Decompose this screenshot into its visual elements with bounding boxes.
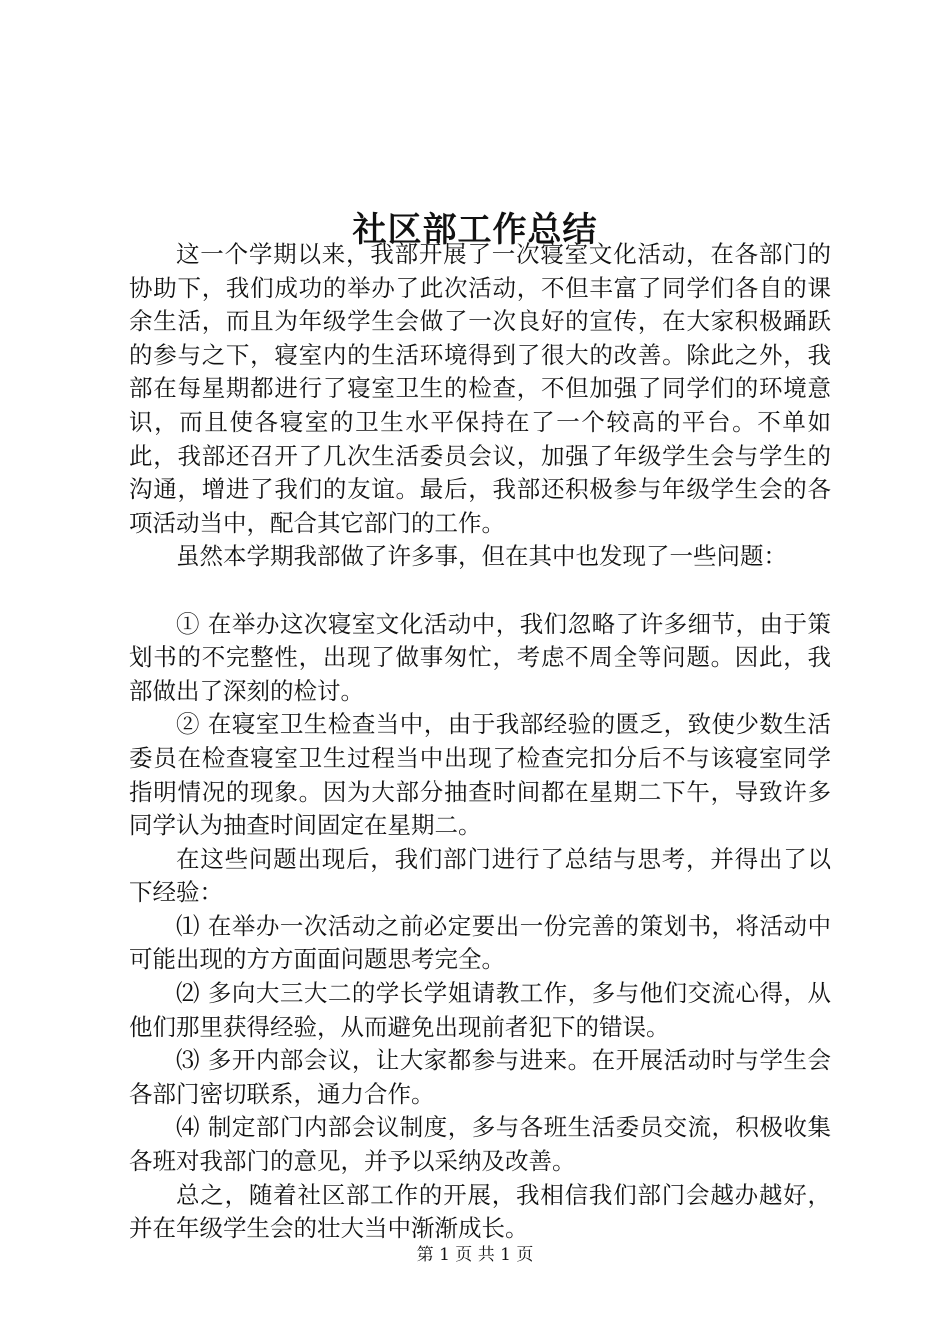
paragraph-conclusion: 总之，随着社区部工作的开展，我相信我们部门会越办越好，并在年级学生会的壮大当中渐渐成长。	[129, 1180, 831, 1243]
paragraph-lesson-1: ⑴ 在举办一次活动之前必定要出一份完善的策划书，将活动中可能出现的方方面面问题思考完全。	[129, 911, 831, 974]
document-title: 社区部工作总结	[352, 209, 598, 250]
paragraph-lesson-4: ⑷ 制定部门内部会议制度，多与各班生活委员交流，积极收集各班对我部门的意见，并予以采纳及改善。	[129, 1113, 831, 1176]
paragraph-lesson-2: ⑵ 多向大三大二的学长学姐请教工作，多与他们交流心得，从他们那里获得经验，从而避免出现前者犯下的错误。	[129, 979, 831, 1041]
page-footer: 第 1 页 共 1 页	[416, 1245, 534, 1265]
paragraph-problems-intro: 虽然本学期我部做了许多事，但在其中也发现了一些问题：	[176, 542, 787, 571]
document-body	[129, 238, 831, 1246]
paragraph-lessons-intro: 在这些问题出现后，我们部门进行了总结与思考，并得出了以下经验：	[129, 844, 831, 907]
paragraph-problem-2: ② 在寝室卫生检查当中，由于我部经验的匮乏，致使少数生活委员在检查寝室卫生过程当中出现了检查完扣分后不与该寝室同学指明情况的现象。因为大部分抽查时间都在星期二下午，导致许多同学认为抽查时间固定在星期二。	[129, 710, 831, 840]
paragraph-lesson-3: ⑶ 多开内部会议，让大家都参与进来。在开展活动时与学生会各部门密切联系，通力合作。	[129, 1046, 831, 1108]
paragraph-problem-1: ① 在举办这次寝室文化活动中，我们忽略了许多细节，由于策划书的不完整性，出现了做事匆忙，考虑不周全等问题。因此，我部做出了深刻的检讨。	[129, 609, 831, 705]
paragraph-summary: 这一个学期以来，我部开展了一次寝室文化活动，在各部门的协助下，我们成功的举办了此次活动，不但丰富了同学们各自的课余生活，而且为年级学生会做了一次良好的宣传，在大家积极踊跃的参与之下，寝室内的生活环境得到了很大的改善。除此之外，我部在每星期都进行了寝室卫生的检查，不但加强了同学们的环境意识，而且使各寝室的卫生水平保持在了一个较高的平台。不单如此，我部还召开了几次生活委员会议，加强了年级学生会与学生的沟通，增进了我们的友谊。最后，我部还积极参与年级学生会的各项活动当中，配合其它部门的工作。	[129, 240, 831, 537]
